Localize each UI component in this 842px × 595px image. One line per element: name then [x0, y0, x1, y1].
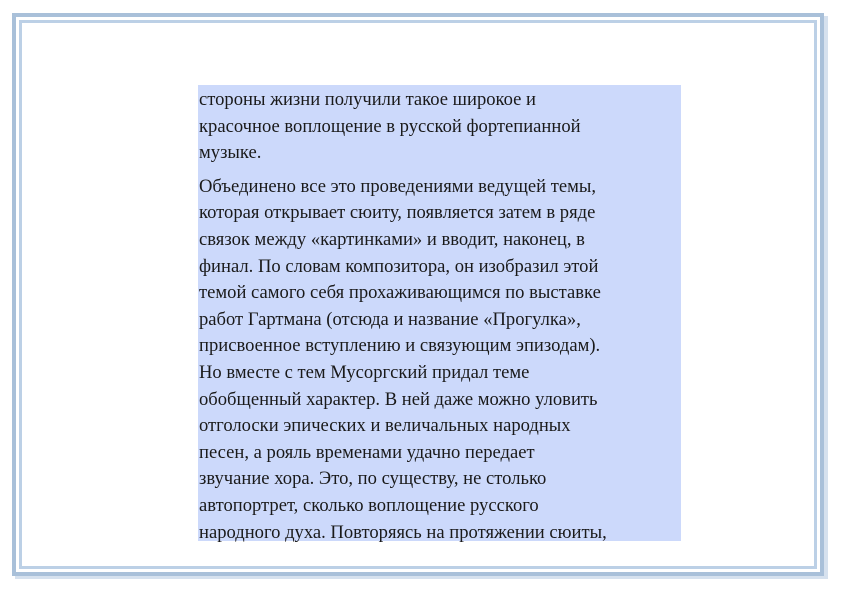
text-line: народного духа. Повторяясь на протяжении сюиты, — [199, 521, 607, 543]
text-line: звучание хора. Это, по существу, не столько — [199, 468, 547, 490]
text-line: темой самого себя прохаживающимся по выставке — [199, 282, 601, 304]
text-line: Но вместе с тем Мусоргский придал теме — [199, 361, 530, 383]
text-line: красочное воплощение в русской фортепианной — [199, 115, 581, 137]
frame-shadow-bottom — [15, 576, 828, 579]
paragraph-2 — [199, 174, 681, 546]
text-line: автопортрет, сколько воплощение русского — [199, 494, 539, 516]
frame-shadow-right — [824, 16, 828, 579]
slide-text-block — [198, 85, 681, 541]
text-line: отголоски эпических и величальных народных — [199, 415, 571, 437]
text-line: работ Гартмана (отсюда и название «Прогулка», — [199, 308, 581, 330]
text-line: финал. По словам композитора, он изобразил этой — [199, 255, 599, 277]
text-line: музыке. — [199, 142, 262, 164]
text-line: присвоенное вступлению и связующим эпизодам). — [199, 335, 601, 357]
text-line: стороны жизни получили такое широкое и — [199, 89, 537, 110]
paragraph-1 — [199, 87, 681, 167]
text-line: обобщенный характер. В ней даже можно уловить — [199, 388, 598, 410]
text-line: связок между «картинками» и вводит, наконец, в — [199, 228, 585, 250]
text-line: песен, а рояль временами удачно передает — [199, 441, 535, 463]
text-line: Объединено все это проведениями ведущей темы, — [199, 175, 597, 197]
text-line: которая открывает сюиту, появляется затем в ряде — [199, 202, 596, 224]
